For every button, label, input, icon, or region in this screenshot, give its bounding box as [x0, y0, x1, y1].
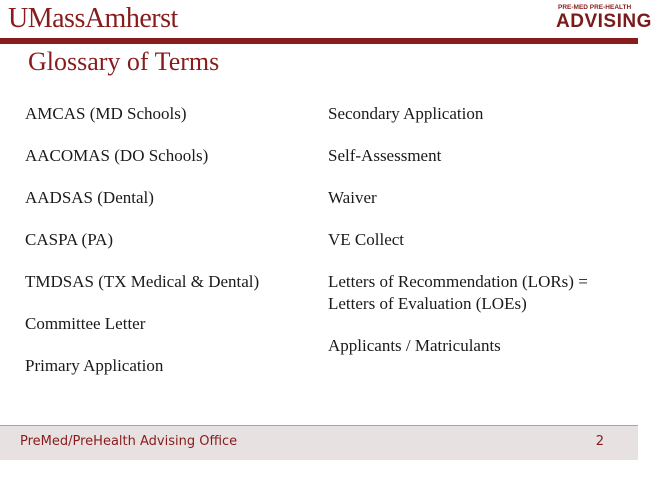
term-item: Secondary Application — [328, 104, 484, 123]
term-item: AADSAS (Dental) — [25, 188, 154, 207]
term-item: AACOMAS (DO Schools) — [25, 146, 209, 165]
badge-subtitle: PRE-MED PRE-HEALTH — [558, 4, 632, 11]
term-item: TMDSAS (TX Medical & Dental) — [25, 272, 260, 291]
term-item: Applicants / Matriculants — [328, 336, 501, 355]
advising-badge-logo — [552, 2, 652, 34]
footer-office-name: PreMed/PreHealth Advising Office — [20, 434, 238, 449]
header-divider — [0, 38, 638, 44]
term-item: Letters of Recommendation (LORs) = — [328, 272, 588, 291]
right-term-column — [328, 104, 633, 378]
term-item: Committee Letter — [25, 314, 146, 333]
umass-amherst-logo: UMassAmherst — [8, 3, 178, 34]
page-number: 2 — [595, 434, 604, 449]
term-item: Primary Application — [25, 356, 164, 375]
term-item-continued: Letters of Evaluation (LOEs) — [328, 294, 527, 313]
term-item: AMCAS (MD Schools) — [25, 104, 187, 123]
badge-title: ADVISING — [556, 11, 652, 32]
slide-title: Glossary of Terms — [28, 47, 220, 76]
header-bar — [0, 0, 652, 38]
term-item: VE Collect — [328, 230, 405, 249]
footer-bar — [0, 425, 638, 460]
term-item: CASPA (PA) — [25, 230, 114, 249]
left-term-column — [25, 104, 315, 398]
term-item: Waiver — [328, 188, 377, 207]
term-item: Self-Assessment — [328, 146, 442, 165]
